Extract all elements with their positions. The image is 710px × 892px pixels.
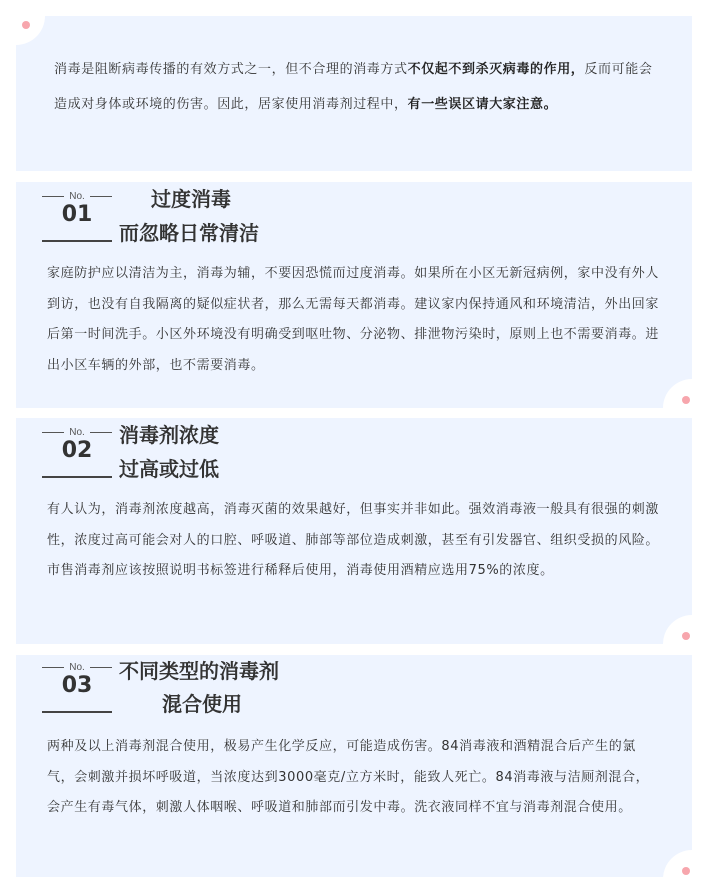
pink-dot-decoration (682, 632, 690, 640)
dash-line (90, 432, 112, 433)
section-03-panel (16, 655, 692, 877)
dash-line (90, 196, 112, 197)
pink-dot-decoration (682, 867, 690, 875)
intro-panel (16, 16, 692, 171)
section-body: 两种及以上消毒剂混合使用，极易产生化学反应，可能造成伤害。84消毒液和酒精混合后产生的氯气，会刺激并损坏呼吸道，当浓度达到3000毫克/立方米时，能致人死亡。84消毒液与洁厕剂混合，会产生有毒气体，刺激人体咽喉、呼吸道和肺部而引发中毒。洗衣液同样不宜与消毒剂混合使用。 (47, 739, 650, 815)
corner-circle-decoration (16, 16, 45, 45)
section-number-badge (42, 189, 112, 245)
badge-underline (42, 476, 112, 478)
section-title-line1: 不同类型的消毒剂 (119, 659, 279, 683)
section-number: 02 (61, 438, 93, 463)
dash-line (42, 196, 64, 197)
intro-paragraph (54, 52, 660, 122)
dash-line (42, 432, 64, 433)
intro-emphasis: 不仅起不到杀灭病毒的作用， (407, 62, 585, 77)
intro-text-part: 反而可能会造成对身体或环境的伤害。因此，居家使用消毒剂过程中， (54, 62, 653, 112)
section-title-line2: 过高或过低 (119, 457, 219, 481)
section-body: 有人认为，消毒剂浓度越高，消毒灭菌的效果越好，但事实并非如此。强效消毒液一般具有很强的刺激性，浓度过高可能会对人的口腔、呼吸道、肺部等部位造成刺激，甚至有引发器官、组织受损的风险。市售消毒剂应该按照说明书标签进行稀释后使用，消毒使用酒精应选用75%的浓度。 (47, 502, 660, 578)
section-title-line2: 而忽略日常清洁 (119, 221, 259, 245)
section-number-badge (42, 425, 112, 481)
section-01-panel (16, 182, 692, 408)
dash-line (90, 667, 112, 668)
section-title-line1: 过度消毒 (151, 187, 231, 211)
section-number: 01 (61, 202, 93, 227)
pink-dot-decoration (22, 21, 30, 29)
intro-emphasis: 有一些误区请大家注意。 (407, 97, 558, 112)
section-02-panel (16, 418, 692, 644)
section-title-line1: 消毒剂浓度 (119, 423, 219, 447)
badge-underline (42, 711, 112, 713)
section-number: 03 (61, 673, 93, 698)
no-label: No. (69, 190, 85, 202)
badge-underline (42, 240, 112, 242)
no-label: No. (69, 661, 85, 673)
dash-line (42, 667, 64, 668)
section-number-badge (42, 660, 112, 716)
section-title-line2: 混合使用 (162, 692, 242, 716)
intro-text-part: 消毒是阻断病毒传播的有效方式之一，但不合理的消毒方式 (54, 62, 408, 77)
pink-dot-decoration (682, 396, 690, 404)
no-label: No. (69, 426, 85, 438)
section-body: 家庭防护应以清洁为主，消毒为辅，不要因恐慌而过度消毒。如果所在小区无新冠病例，家中没有外人到访，也没有自我隔离的疑似症状者，那么无需每天都消毒。建议家内保持通风和环境清洁，外出回家后第一时间洗手。小区外环境没有明确受到呕吐物、分泌物、排泄物污染时，原则上也不需要消毒。进出小区车辆的外部，也不需要消毒。 (47, 266, 660, 373)
